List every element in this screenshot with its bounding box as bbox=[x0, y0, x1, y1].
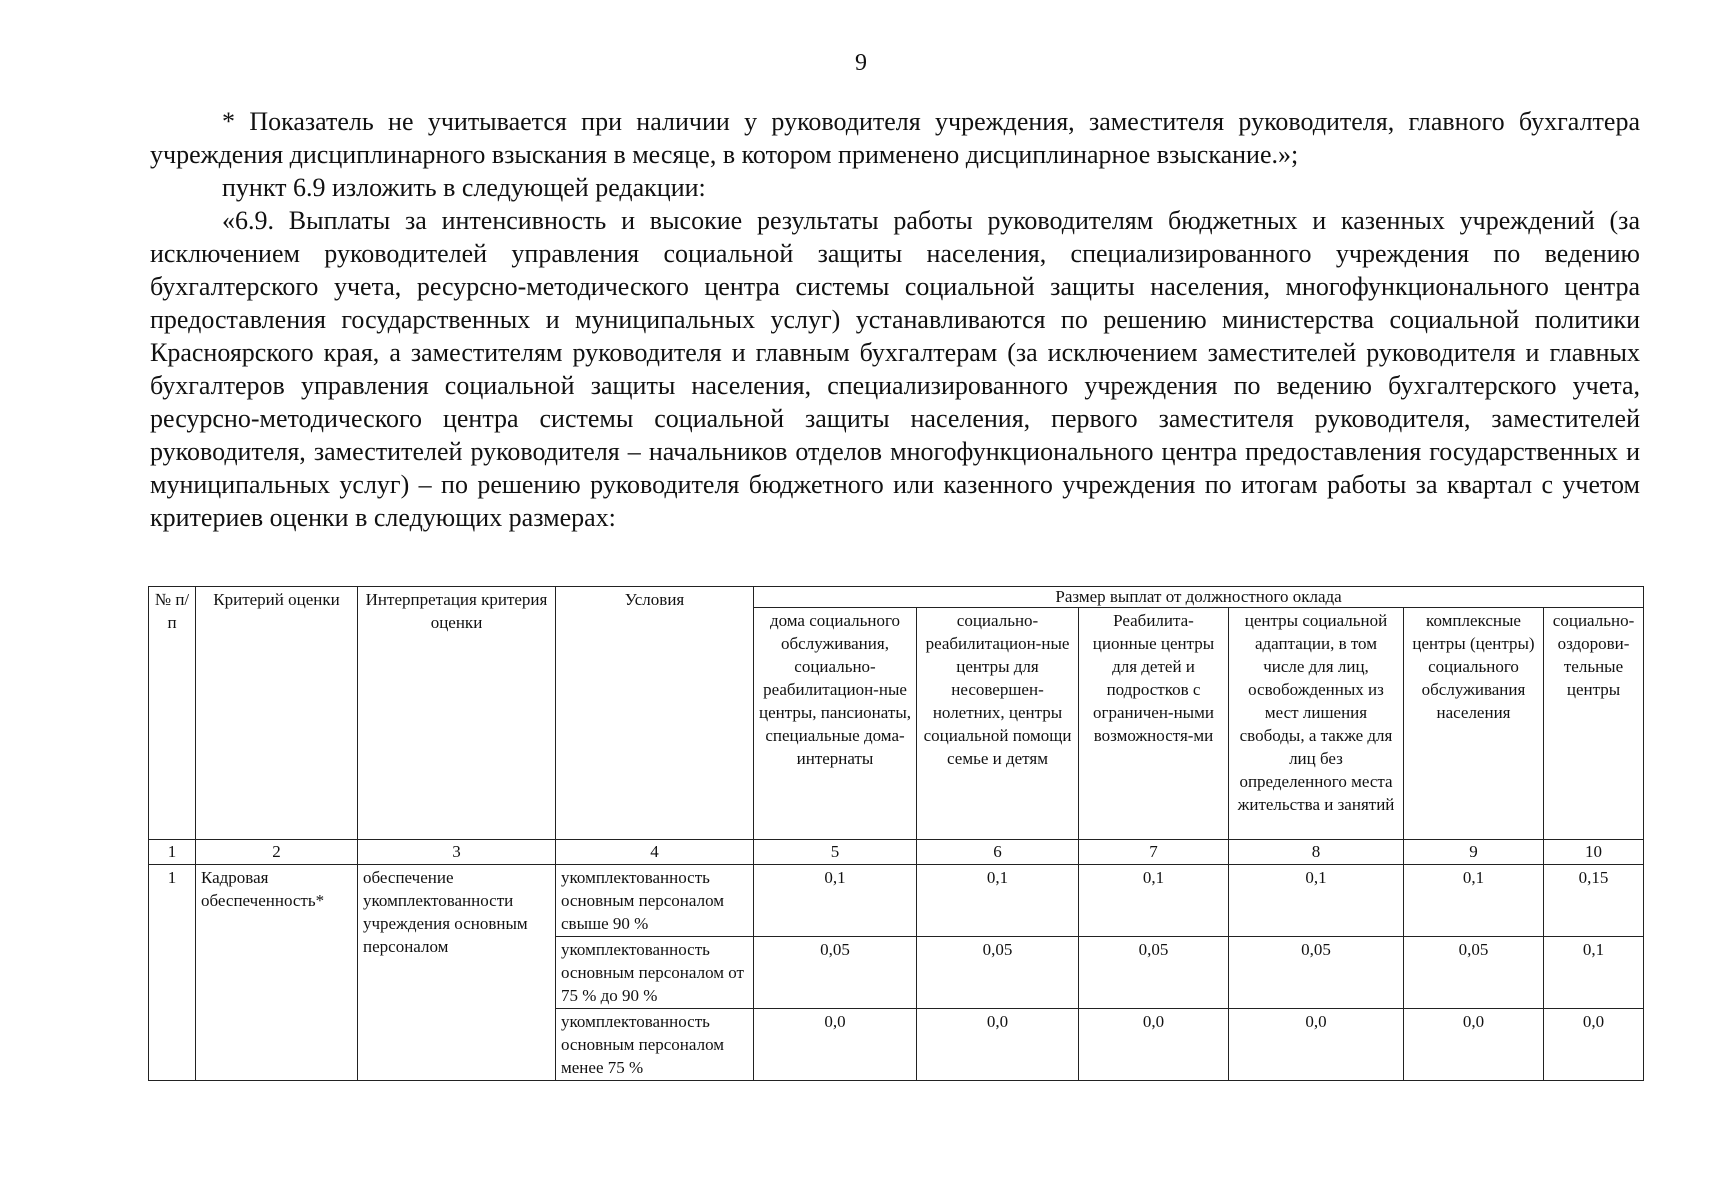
column-number: 8 bbox=[1229, 840, 1404, 865]
value-cell: 0,0 bbox=[917, 1009, 1079, 1081]
column-number: 9 bbox=[1404, 840, 1544, 865]
header-col8: центры социальной адаптации, в том числе для лиц, освобожденных из мест лишения свободы, а также для лиц без определенного места жительства и занятий bbox=[1229, 608, 1404, 840]
value-cell: 0,0 bbox=[1544, 1009, 1644, 1081]
value-cell: 0,05 bbox=[754, 937, 917, 1009]
value-cell: 0,0 bbox=[754, 1009, 917, 1081]
column-number: 1 bbox=[149, 840, 196, 865]
condition-text: укомплектованность основным персоналом менее 75 % bbox=[556, 1009, 754, 1081]
column-number: 3 bbox=[358, 840, 556, 865]
header-col7: Реабилита-ционные центры для детей и подростков с ограничен-ными возможностя-ми bbox=[1079, 608, 1229, 840]
table-row bbox=[149, 865, 1644, 937]
column-number: 4 bbox=[556, 840, 754, 865]
footnote-paragraph: * Показатель не учитывается при наличии у руководителя учреждения, заместителя руководителя, главного бухгалтера учреждения дисциплинарного взыскания в месяце, в котором применено дисциплинарное взыскание.»; bbox=[150, 107, 1640, 169]
value-cell: 0,1 bbox=[1229, 865, 1404, 937]
header-criterion: Критерий оценки bbox=[196, 587, 358, 840]
header-col9: комплексные центры (центры) социального обслуживания населения bbox=[1404, 608, 1544, 840]
column-number: 5 bbox=[754, 840, 917, 865]
header-payment-group: Размер выплат от должностного оклада bbox=[754, 587, 1644, 608]
header-interpretation: Интерпретация критерия оценки bbox=[358, 587, 556, 840]
value-cell: 0,1 bbox=[754, 865, 917, 937]
column-numbers-row bbox=[149, 840, 1644, 865]
value-cell: 0,05 bbox=[917, 937, 1079, 1009]
value-cell: 0,1 bbox=[1079, 865, 1229, 937]
header-conditions: Условия bbox=[556, 587, 754, 840]
header-num: № п/п bbox=[149, 587, 196, 840]
column-number: 7 bbox=[1079, 840, 1229, 865]
value-cell: 0,05 bbox=[1079, 937, 1229, 1009]
value-cell: 0,1 bbox=[1404, 865, 1544, 937]
header-col6: социально-реабилитацион-ные центры для несовершен-нолетних, центры социальной помощи семье и детям bbox=[917, 608, 1079, 840]
header-col10: социально-оздорови-тельные центры bbox=[1544, 608, 1644, 840]
header-col5: дома социального обслуживания, социально-реабилитацион-ные центры, пансионаты, специальные дома-интернаты bbox=[754, 608, 917, 840]
value-cell: 0,0 bbox=[1079, 1009, 1229, 1081]
value-cell: 0,05 bbox=[1404, 937, 1544, 1009]
row-interpretation: обеспечение укомплектованности учреждения основным персоналом bbox=[358, 865, 556, 1081]
column-number: 6 bbox=[917, 840, 1079, 865]
header-row-1 bbox=[149, 587, 1644, 608]
document-body bbox=[150, 105, 1640, 534]
value-cell: 0,0 bbox=[1229, 1009, 1404, 1081]
column-number: 2 bbox=[196, 840, 358, 865]
column-number: 10 bbox=[1544, 840, 1644, 865]
value-cell: 0,15 bbox=[1544, 865, 1644, 937]
value-cell: 0,1 bbox=[917, 865, 1079, 937]
row-num: 1 bbox=[149, 865, 196, 1081]
value-cell: 0,1 bbox=[1544, 937, 1644, 1009]
amendment-intro: пункт 6.9 изложить в следующей редакции: bbox=[222, 173, 706, 202]
clause-6-9: «6.9. Выплаты за интенсивность и высокие результаты работы руководителям бюджетных и казенных учреждений (за исключением руководителей управления социальной защиты населения, специализированного учреждения по ведению бухгалтерского учета, ресурсно-методического центра системы социальной защиты населения, многофункционального центра предоставления государственных и муниципальных услуг) устанавливаются по решению министерства социальной политики Красноярского края, а заместителям руководителя и главным бухгалтерам (за исключением заместителей руководителя и главных бухгалтеров управления социальной защиты населения, специализированного учреждения по ведению бухгалтерского учета, ресурсно-методического центра системы социальной защиты населения, первого заместителя руководителя, заместителей руководителя, заместителей руководителя – начальников отделов многофункционального центра предоставления государственных и муниципальных услуг) – по решению руководителя бюджетного или казенного учреждения по итогам работы за квартал с учетом критериев оценки в следующих размерах: bbox=[150, 206, 1640, 532]
row-criterion: Кадровая обеспеченность* bbox=[196, 865, 358, 1081]
condition-text: укомплектованность основным персоналом свыше 90 % bbox=[556, 865, 754, 937]
value-cell: 0,0 bbox=[1404, 1009, 1544, 1081]
page-number: 9 bbox=[855, 50, 867, 76]
criteria-table bbox=[148, 586, 1644, 1081]
condition-text: укомплектованность основным персоналом от 75 % до 90 % bbox=[556, 937, 754, 1009]
value-cell: 0,05 bbox=[1229, 937, 1404, 1009]
